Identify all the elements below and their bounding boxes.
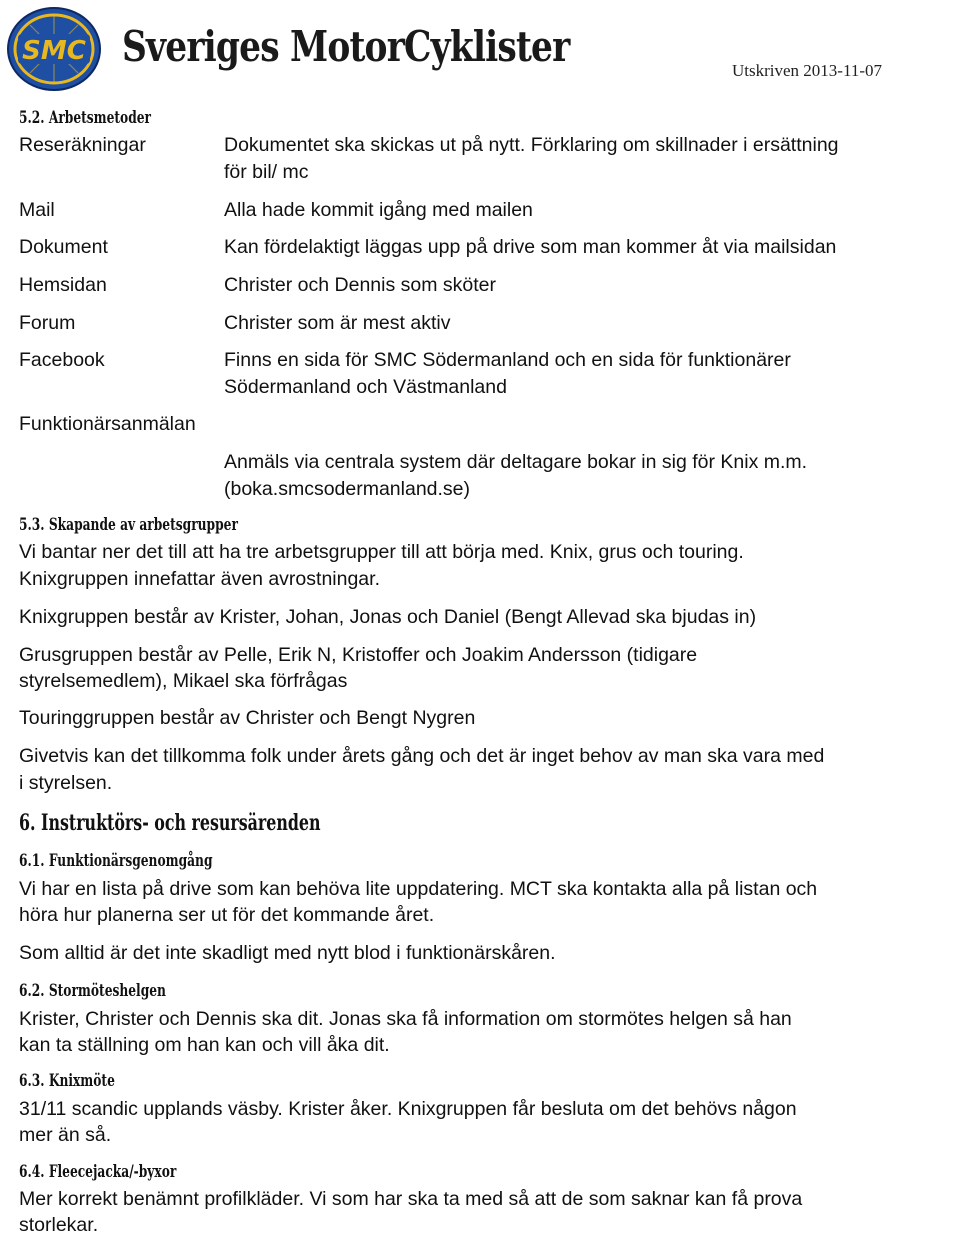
- paragraph-line: 31/11 scandic upplands väsby. Krister åker. Knixgruppen får besluta om det behövs någon: [19, 1098, 797, 1120]
- row-text-funktionarsanmalan-2: (boka.smcsodermanland.se): [224, 478, 471, 500]
- paragraph-line: Krister, Christer och Dennis ska dit. Jonas ska få information om stormötes helgen så han: [19, 1008, 792, 1030]
- row-label-funktionarsanmalan: Funktionärsanmälan: [19, 413, 196, 435]
- row-label-forum: Forum: [19, 312, 76, 334]
- smc-logo-icon: [6, 6, 102, 92]
- paragraph-line: mer än så.: [19, 1124, 112, 1146]
- section-6-3-heading: 6.3. Knixmöte: [19, 1071, 115, 1091]
- section-6-4-heading: 6.4. Fleecejacka/-byxor: [19, 1162, 177, 1182]
- paragraph-line: Vi bantar ner det till att ha tre arbetsgrupper till att börja med. Knix, grus och touring.: [19, 541, 744, 563]
- paragraph-line: styrelsemedlem), Mikael ska förfrågas: [19, 670, 348, 692]
- paragraph-line: Knixgruppen består av Krister, Johan, Jonas och Daniel (Bengt Allevad ska bjudas in): [19, 606, 757, 628]
- section-5-3-heading: 5.3. Skapande av arbetsgrupper: [19, 515, 238, 535]
- row-text-forum: Christer som är mest aktiv: [224, 312, 451, 334]
- row-text-reserakningar-1: Dokumentet ska skickas ut på nytt. Förklaring om skillnader i ersättning: [224, 134, 839, 156]
- row-text-facebook-1: Finns en sida för SMC Södermanland och en sida för funktionärer: [224, 349, 791, 371]
- paragraph-line: i styrelsen.: [19, 772, 113, 794]
- row-text-reserakningar-2: för bil/ mc: [224, 161, 309, 183]
- paragraph-line: Mer korrekt benämnt profilkläder. Vi som har ska ta med så att de som saknar kan få prova: [19, 1188, 803, 1210]
- section-5-2-heading: 5.2. Arbetsmetoder: [19, 108, 152, 128]
- paragraph-line: storlekar.: [19, 1214, 99, 1236]
- row-text-facebook-2: Södermanland och Västmanland: [224, 376, 507, 398]
- paragraph-line: Som alltid är det inte skadligt med nytt blod i funktionärskåren.: [19, 942, 556, 964]
- paragraph-line: Grusgruppen består av Pelle, Erik N, Kristoffer och Joakim Andersson (tidigare: [19, 644, 698, 666]
- row-label-mail: Mail: [19, 199, 55, 221]
- logo-text: SMC: [22, 36, 86, 66]
- section-6-2-heading: 6.2. Stormöteshelgen: [19, 981, 166, 1001]
- row-label-facebook: Facebook: [19, 349, 105, 371]
- row-text-dokument: Kan fördelaktigt läggas upp på drive som man kommer åt via mailsidan: [224, 236, 837, 258]
- row-label-reserakningar: Reseräkningar: [19, 134, 146, 156]
- paragraph-line: höra hur planerna ser ut för det kommande året.: [19, 904, 435, 926]
- section-6-1-heading: 6.1. Funktionärsgenomgång: [19, 851, 213, 871]
- paragraph-line: Touringgruppen består av Christer och Bengt Nygren: [19, 707, 476, 729]
- print-date: Utskriven 2013-11-07: [732, 61, 882, 80]
- brand-title: Sveriges MotorCyklister: [122, 22, 570, 71]
- paragraph-line: Givetvis kan det tillkomma folk under årets gång och det är inget behov av man ska vara med: [19, 745, 825, 767]
- paragraph-line: kan ta ställning om han kan och vill åka dit.: [19, 1034, 390, 1056]
- page-header: [0, 0, 960, 100]
- row-label-hemsidan: Hemsidan: [19, 274, 107, 296]
- row-text-mail: Alla hade kommit igång med mailen: [224, 199, 533, 221]
- section-6-heading: 6. Instruktörs- och resursärenden: [19, 810, 321, 836]
- paragraph-line: Vi har en lista på drive som kan behöva lite uppdatering. MCT ska kontakta alla på listan och: [19, 878, 818, 900]
- paragraph-line: Knixgruppen innefattar även avrostningar.: [19, 568, 380, 590]
- row-label-dokument: Dokument: [19, 236, 108, 258]
- row-text-hemsidan: Christer och Dennis som sköter: [224, 274, 497, 296]
- row-text-funktionarsanmalan-1: Anmäls via centrala system där deltagare bokar in sig för Knix m.m.: [224, 451, 808, 473]
